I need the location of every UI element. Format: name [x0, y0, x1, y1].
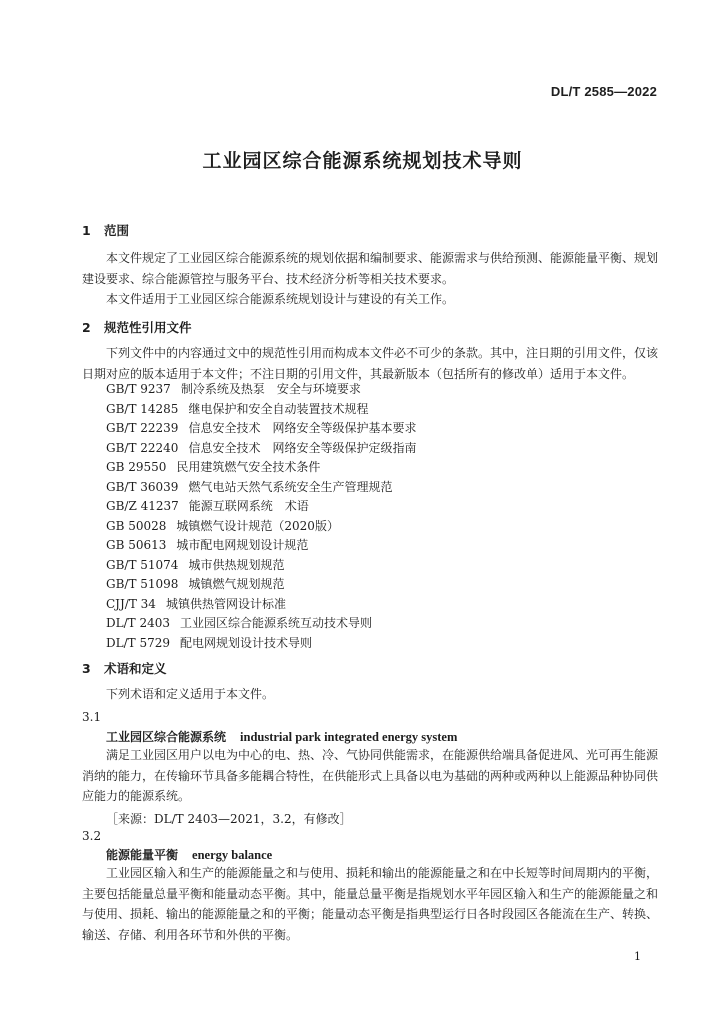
section-number: 2 — [82, 320, 91, 335]
reference-title: 城镇供热管网设计标准 — [165, 596, 286, 611]
section-title: 规范性引用文件 — [104, 320, 192, 335]
reference-code: GB 50613 — [106, 538, 167, 552]
standard-code: DL/T 2585—2022 — [550, 84, 657, 99]
reference-item — [106, 517, 666, 537]
reference-item — [106, 556, 666, 576]
scope-paragraph-1: 本文件规定了工业园区综合能源系统的规划依据和编制要求、能源需求与供给预测、能源能量平衡、规划建设要求、综合能源管控与服务平台、技术经济分析等相关技术要求。 — [82, 251, 659, 286]
section-1-heading — [82, 221, 129, 239]
reference-code: GB/T 14285 — [106, 401, 179, 416]
reference-code: GB/T 9237 — [106, 382, 171, 396]
section-number: 1 — [82, 223, 91, 238]
reference-item — [106, 595, 666, 615]
term-english: industrial park integrated energy system — [240, 730, 458, 744]
terms-intro: 下列术语和定义适用于本文件。 — [106, 687, 275, 701]
reference-code: GB/T 36039 — [106, 479, 179, 494]
reference-title: 配电网规划设计技术导则 — [180, 635, 313, 650]
reference-item — [106, 634, 666, 654]
term-definition: 满足工业园区用户以电为中心的电、热、冷、气协同供能需求，在能源供给端具备促进风、光可再生能源消纳的能力，在传输环节具备多能耦合特性，在供能形式上具备以电为基础的两种或两种以上能源品种协同供应能力的能源系统。 — [82, 748, 659, 803]
reference-title: 能源互联网系统 术语 — [188, 499, 309, 513]
reference-title: 继电保护和安全自动装置技术规程 — [188, 401, 369, 416]
reference-title: 城市供热规划规范 — [188, 557, 285, 572]
reference-title: 制冷系统及热泵 安全与环境要求 — [180, 382, 361, 396]
section-title: 术语和定义 — [104, 661, 167, 676]
reference-title: 工业园区综合能源系统互动技术导则 — [180, 616, 373, 630]
reference-title: 信息安全技术 网络安全等级保护定级指南 — [188, 440, 417, 455]
reference-code: GB 29550 — [106, 460, 167, 474]
reference-title: 民用建筑燃气安全技术条件 — [176, 460, 321, 474]
scope-paragraph-2: 本文件适用于工业园区综合能源系统规划设计与建设的有关工作。 — [106, 292, 455, 306]
reference-code: GB/T 51098 — [106, 577, 179, 591]
term-definition: 工业园区输入和生产的能源能量之和与使用、损耗和输出的能源能量之和在中长短等时间周期内的平衡，主要包括能量总量平衡和能量动态平衡。其中，能量总量平衡是指规划水平年园区输入和生产的能源能量之和与使用、损耗、输出的能源能量之和的平衡；能量动态平衡是指典型运行日各时段园区各能流在生产、转换、输送、存储、利用各环节和外供的平衡。 — [82, 866, 659, 942]
term-source: ［来源：DL/T 2403—2021，3.2，有修改］ — [106, 812, 352, 826]
reference-title: 城镇燃气规划规范 — [188, 577, 285, 591]
reference-item — [106, 478, 666, 498]
reference-code: CJJ/T 34 — [106, 596, 156, 611]
reference-item — [106, 614, 666, 634]
section-3-heading — [82, 659, 167, 677]
term-english: energy balance — [192, 848, 273, 862]
reference-item — [106, 536, 666, 556]
reference-code: GB/T 22239 — [106, 421, 179, 435]
term-chinese: 工业园区综合能源系统 — [106, 730, 227, 744]
term-heading — [106, 846, 272, 863]
reference-item — [106, 458, 666, 478]
clause-number: 3.2 — [82, 829, 102, 843]
section-2-heading — [82, 318, 192, 336]
reference-code: GB 50028 — [106, 518, 167, 533]
reference-code: DL/T 5729 — [106, 635, 170, 650]
normative-refs-intro: 下列文件中的内容通过文中的规范性引用而构成本文件必不可少的条款。其中，注日期的引用文件，仅该日期对应的版本适用于本文件；不注日期的引用文件，其最新版本（包括所有的修改单）适用于本文件。 — [82, 346, 659, 381]
reference-title: 信息安全技术 网络安全等级保护基本要求 — [188, 421, 417, 435]
document-title: 工业园区综合能源系统规划技术导则 — [202, 150, 523, 172]
reference-code: GB/Z 41237 — [106, 499, 179, 513]
reference-item — [106, 497, 666, 517]
reference-code: DL/T 2403 — [106, 616, 170, 630]
term-heading — [106, 728, 457, 745]
reference-code: GB/T 22240 — [106, 440, 179, 455]
page-number: 1 — [634, 950, 641, 963]
reference-item — [106, 419, 666, 439]
reference-title: 城市配电网规划设计规范 — [176, 538, 309, 552]
reference-item — [106, 380, 666, 400]
reference-item — [106, 400, 666, 420]
term-chinese: 能源能量平衡 — [106, 848, 179, 862]
section-number: 3 — [82, 661, 91, 676]
reference-item — [106, 575, 666, 595]
section-title: 范围 — [104, 223, 130, 238]
clause-number: 3.1 — [82, 710, 102, 724]
reference-item — [106, 439, 666, 459]
reference-code: GB/T 51074 — [106, 557, 179, 572]
reference-title: 城镇燃气设计规范（2020版） — [176, 518, 339, 533]
reference-list — [106, 380, 666, 653]
reference-title: 燃气电站天然气系统安全生产管理规范 — [188, 479, 393, 494]
